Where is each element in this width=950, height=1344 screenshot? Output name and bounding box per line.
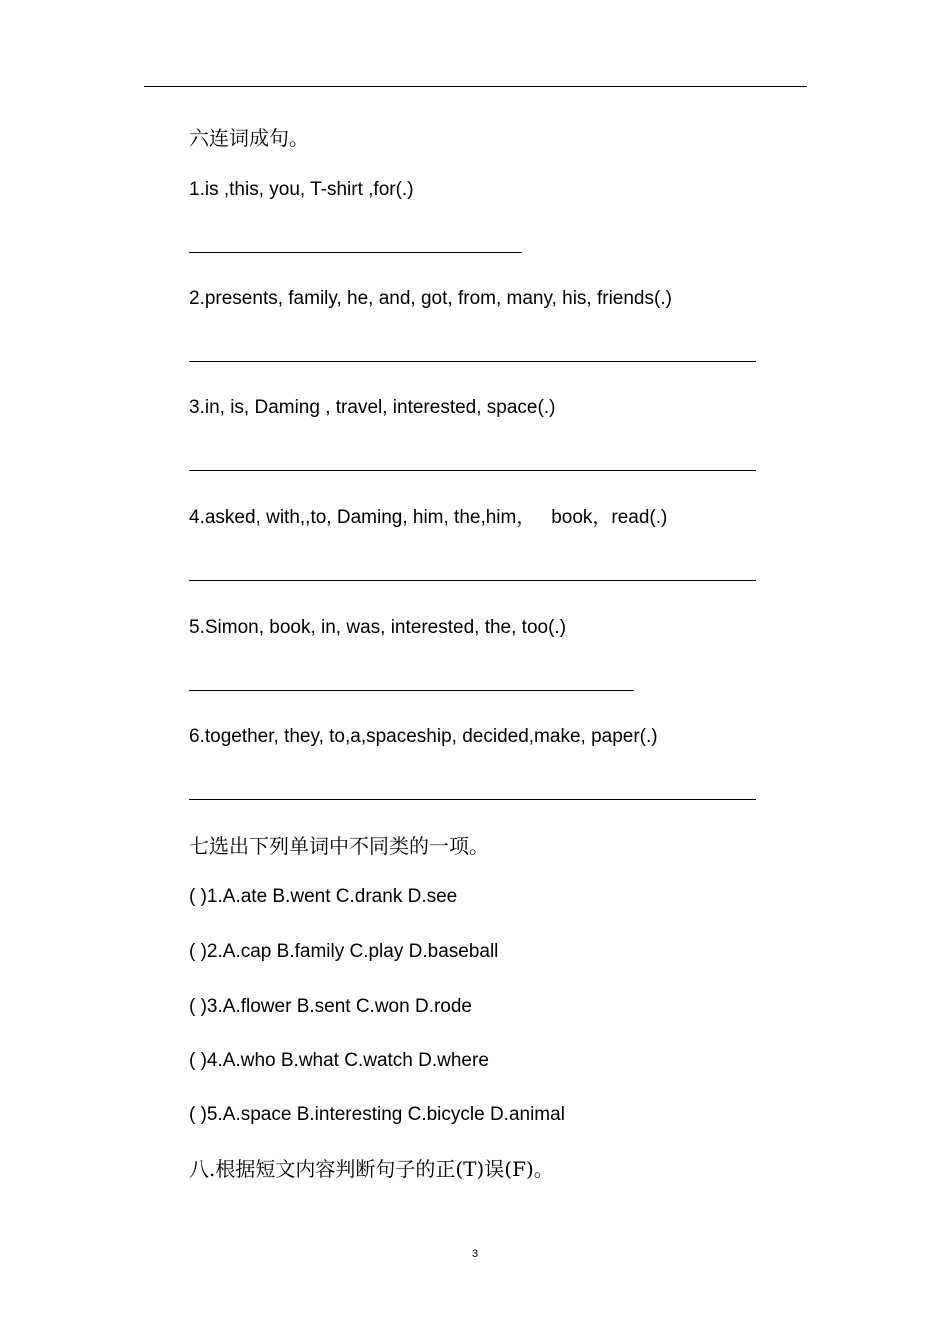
- question-6: 6.together, they, to,a,spaceship, decided,make, paper(.): [189, 726, 658, 747]
- choice-question-1: ( )1.A.ate B.went C.drank D.see: [189, 886, 458, 907]
- question-4: 4.asked, with,,to, Daming, him, the,him， book，read(.): [189, 507, 668, 528]
- answer-line-6[interactable]: [189, 799, 756, 800]
- answer-line-5[interactable]: [189, 690, 634, 691]
- choice-question-2: ( )2.A.cap B.family C.play D.baseball: [189, 941, 499, 962]
- section-7-title: 七选出下列单词中不同类的一项。: [189, 834, 489, 858]
- question-5: 5.Simon, book, in, was, interested, the, too(.): [189, 617, 567, 638]
- question-1: 1.is ,this, you, T-shirt ,for(.): [189, 179, 414, 200]
- choice-question-5: ( )5.A.space B.interesting C.bicycle D.animal: [189, 1104, 565, 1125]
- choice-question-4: ( )4.A.who B.what C.watch D.where: [189, 1050, 489, 1071]
- answer-line-1[interactable]: [189, 252, 522, 253]
- answer-line-3[interactable]: [189, 470, 756, 471]
- answer-line-4[interactable]: [189, 580, 756, 581]
- choice-question-3: ( )3.A.flower B.sent C.won D.rode: [189, 996, 472, 1017]
- section-6-title: 六连词成句。: [189, 126, 309, 150]
- question-3: 3.in, is, Daming , travel, interested, space(.): [189, 397, 556, 418]
- section-8-title: 八.根据短文内容判断句子的正(T)误(F)。: [189, 1157, 554, 1181]
- answer-line-2[interactable]: [189, 361, 756, 362]
- page-number: 3: [471, 1248, 479, 1260]
- question-2: 2.presents, family, he, and, got, from, many, his, friends(.): [189, 288, 672, 309]
- header-rule: [144, 86, 807, 87]
